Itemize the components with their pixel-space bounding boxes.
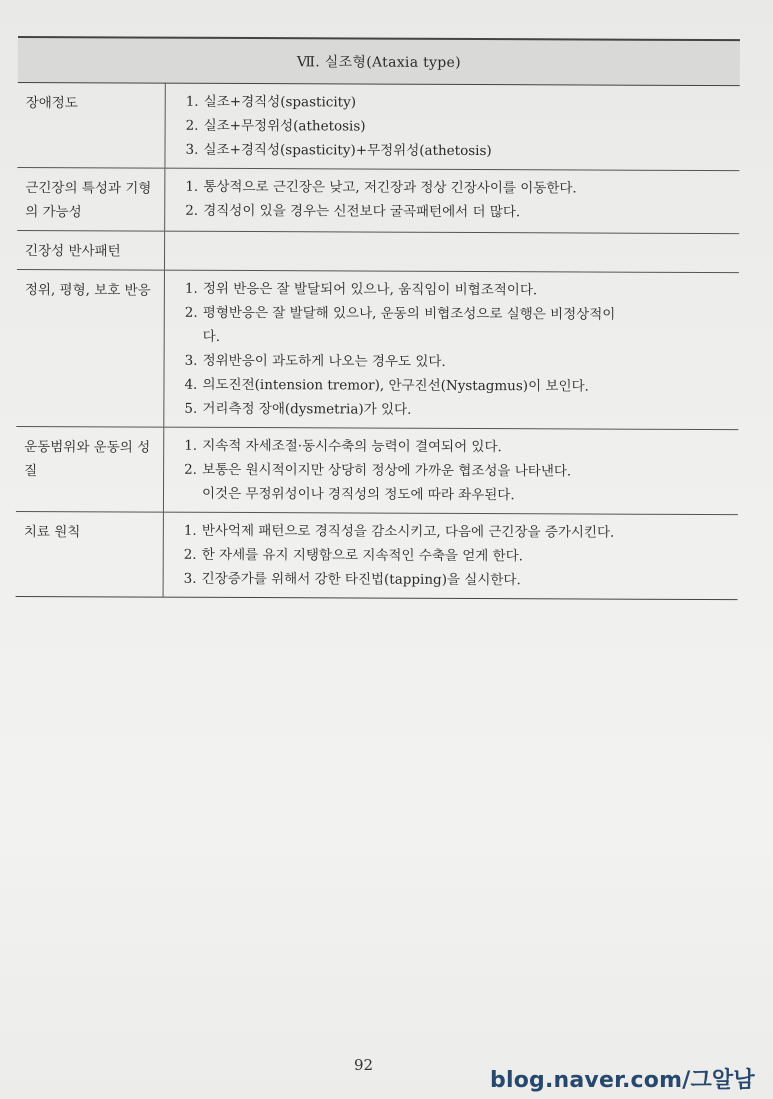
item-text: 평형반응은 잘 발달해 있으나, 운동의 비협조성으로 실행은 비정상적이 — [202, 304, 616, 323]
list-item — [185, 175, 733, 201]
row-content — [164, 271, 739, 430]
table-row — [16, 427, 738, 515]
item-number: 2. — [183, 546, 197, 563]
row-label: 근긴장의 특성과 기형의 가능성 — [17, 168, 165, 231]
list-item — [184, 519, 732, 545]
list-item — [184, 373, 732, 399]
row-label: 치료 원칙 — [16, 512, 164, 597]
item-text: 반사억제 패턴으로 경직성을 감소시키고, 다음에 근긴장을 증가시킨다. — [201, 522, 615, 541]
row-label: 장애정도 — [17, 83, 165, 168]
item-text: 지속적 자세조절·동시수축의 능력이 결여되어 있다. — [202, 437, 502, 456]
item-number: 2. — [185, 117, 199, 134]
table-row — [17, 231, 739, 273]
item-number: 1. — [184, 280, 198, 297]
item-number: 3. — [185, 141, 199, 158]
item-text: 보통은 원시적이지만 상당히 정상에 가까운 협조성을 나타낸다. — [202, 461, 572, 480]
item-number: 3. — [184, 352, 198, 369]
item-continuation: 이것은 무정위성이나 경직성의 정도에 따라 좌우된다. — [201, 485, 515, 504]
item-text: 실조+경직성(spasticity) — [203, 93, 357, 111]
list-item — [184, 458, 732, 484]
list-item — [185, 138, 733, 164]
page-number: 92 — [354, 1056, 374, 1074]
item-number: 3. — [183, 570, 197, 587]
list-item — [186, 114, 734, 140]
item-number: 2. — [184, 304, 198, 321]
item-text: 실조+경직성(spasticity)+무정위성(athetosis) — [203, 141, 492, 160]
item-text: 의도진전(intension tremor), 안구진선(Nystagmus)이 보인다. — [202, 376, 589, 395]
item-number: 1. — [185, 93, 199, 110]
table-title: Ⅶ. 실조형(Ataxia type) — [18, 36, 740, 86]
item-number: 5. — [184, 400, 198, 417]
item-number: 2. — [185, 202, 199, 219]
list-item — [184, 397, 732, 423]
list-item — [184, 543, 732, 569]
list-item — [185, 301, 733, 327]
table-row — [17, 83, 739, 171]
table-row — [16, 512, 738, 600]
item-text: 긴장증가를 위해서 강한 타진법(tapping)을 실시한다. — [201, 570, 521, 589]
item-text: 통상적으로 근긴장은 낮고, 저긴장과 정상 긴장사이를 이동한다. — [203, 178, 577, 197]
row-content — [165, 232, 739, 273]
list-item — [185, 277, 733, 303]
item-text: 거리측정 장애(dysmetria)가 있다. — [202, 400, 412, 418]
item-text: 실조+무정위성(athetosis) — [203, 117, 366, 135]
blog-watermark: blog.naver.com/그알남 — [490, 1068, 755, 1093]
table-row — [17, 168, 739, 234]
list-item — [184, 567, 732, 593]
item-number: 1. — [183, 522, 197, 539]
table-body — [16, 83, 740, 600]
row-content — [165, 84, 739, 171]
list-item — [186, 90, 734, 116]
row-content — [165, 169, 739, 234]
row-content — [164, 428, 738, 515]
item-continuation: 다. — [202, 328, 221, 345]
row-label: 정위, 평형, 보호 반응 — [16, 270, 165, 427]
table-row — [16, 270, 739, 430]
item-number: 2. — [184, 461, 198, 478]
item-text: 경직성이 있을 경우는 신전보다 굴곡패턴에서 더 많다. — [203, 202, 521, 221]
row-label: 운동범위와 운동의 성질 — [16, 427, 164, 512]
list-item — [184, 434, 732, 460]
item-text: 정위반응이 과도하게 나오는 경우도 있다. — [202, 352, 446, 370]
ataxia-type-table — [16, 36, 740, 600]
item-number: 1. — [184, 437, 198, 454]
item-text: 한 자세를 유지 지탱함으로 지속적인 수축을 얻게 한다. — [201, 546, 524, 565]
row-content — [164, 513, 738, 600]
list-item — [185, 199, 733, 225]
item-number: 1. — [185, 178, 199, 195]
item-text: 정위 반응은 잘 발달되어 있으나, 움직임이 비협조적이다. — [202, 280, 538, 299]
item-number: 4. — [184, 376, 198, 393]
list-item — [185, 349, 733, 375]
row-label: 긴장성 반사패턴 — [17, 231, 165, 270]
